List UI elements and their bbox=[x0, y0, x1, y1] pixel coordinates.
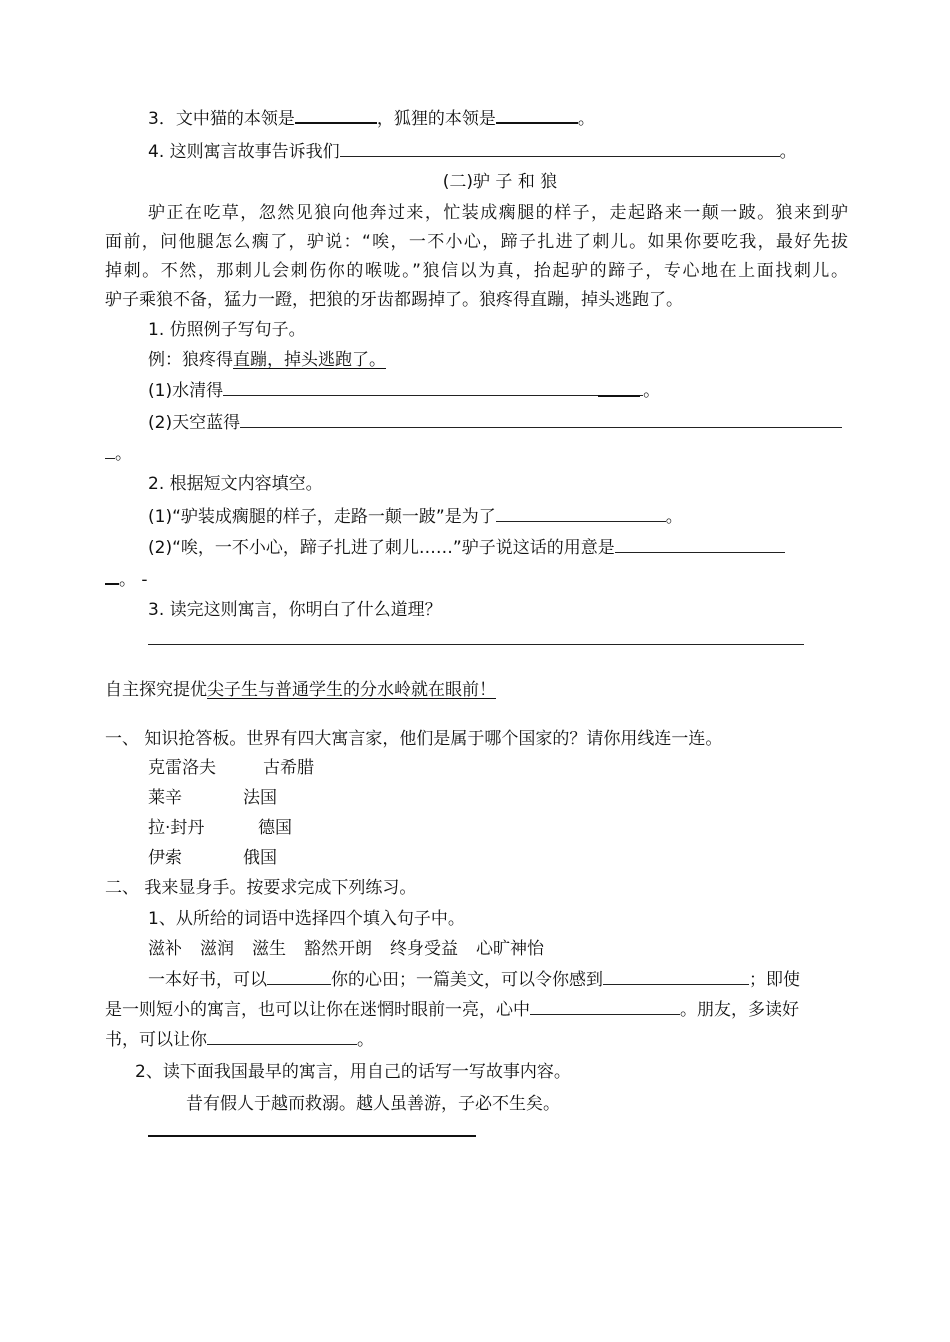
story-line: 驴正在吃草，忽然见狼向他奔过来，忙装成瘸腿的样子，走起路来一颠一跛。狼来到驴 bbox=[148, 203, 848, 223]
country-name[interactable]: 古希腊 bbox=[263, 758, 314, 778]
punctuation: 。 bbox=[665, 507, 683, 527]
ancient-fable-text: 昔有假人于越而救溺。越人虽善游，子必不生矣。 bbox=[186, 1094, 560, 1114]
imitate-item-2 bbox=[148, 410, 842, 435]
item-text: (2)“唉，一不小心，蹄子扎进了刺儿……”驴子说这话的用意是 bbox=[148, 538, 615, 558]
intro-underlined: 尖子生与普通学生的分水岭就在眼前！ bbox=[207, 680, 496, 700]
answer-blank[interactable] bbox=[267, 967, 331, 985]
country-name[interactable]: 俄国 bbox=[243, 848, 277, 868]
answer-blank[interactable] bbox=[340, 139, 780, 157]
word-bank bbox=[148, 937, 544, 961]
item-text: (1)“驴装成瘸腿的样子，走路一颠一跛”是为了 bbox=[148, 507, 496, 527]
sentence-text: ；即使 bbox=[749, 970, 800, 990]
fabulist-name[interactable]: 克雷洛夫 bbox=[148, 758, 216, 778]
question-text: 3．文中猫的本领是 bbox=[148, 109, 295, 129]
question-text: ，狐狸的本领是 bbox=[376, 109, 496, 129]
word-option: 豁然开朗 bbox=[304, 939, 372, 959]
answer-blank[interactable] bbox=[105, 441, 115, 459]
example-prefix: 例：狼疼得 bbox=[148, 350, 233, 370]
fill-sentence-line bbox=[105, 997, 799, 1022]
example-sentence bbox=[148, 348, 386, 372]
story-line: 掉刺。不然，那刺儿会刺伤你的喉咙。”狼信以为真，抬起驴的蹄子，专心地在上面找刺儿。 bbox=[105, 261, 848, 281]
question-fable-lesson bbox=[148, 139, 797, 164]
country-name[interactable]: 德国 bbox=[258, 818, 292, 838]
extension-intro bbox=[105, 678, 496, 702]
fabulist-name[interactable]: 拉·封丹 bbox=[148, 818, 205, 838]
answer-blank[interactable] bbox=[295, 105, 377, 124]
example-underlined: 直蹦，掉头逃跑了。 bbox=[233, 350, 386, 370]
word-option: 滋润 bbox=[200, 939, 234, 959]
fill-item-2-continued bbox=[105, 566, 148, 592]
word-option: 心旷神怡 bbox=[476, 939, 544, 959]
sentence-text: 你的心田；一篇美文，可以令你感到 bbox=[331, 970, 603, 990]
country-name[interactable]: 法国 bbox=[243, 788, 277, 808]
fabulist-name[interactable]: 莱辛 bbox=[148, 788, 182, 808]
sentence-text: 书，可以让你 bbox=[105, 1030, 207, 1050]
imitate-item-1 bbox=[148, 378, 660, 403]
punctuation: 。 bbox=[115, 444, 132, 464]
question-imitate-heading: 1. 仿照例子写句子。 bbox=[148, 320, 306, 340]
sub2-heading: 2、读下面我国最早的寓言，用自己的话写一写故事内容。 bbox=[135, 1062, 571, 1082]
answer-blank[interactable] bbox=[615, 535, 785, 553]
punctuation: 。 - bbox=[119, 570, 148, 590]
fill-sentence-line bbox=[105, 1027, 374, 1052]
item-text: (1)水清得 bbox=[148, 381, 224, 401]
answer-blank[interactable] bbox=[603, 967, 749, 985]
answer-line[interactable] bbox=[148, 1135, 476, 1137]
answer-blank[interactable] bbox=[207, 1027, 357, 1045]
question-cat-fox-skills bbox=[148, 105, 595, 131]
answer-blank[interactable] bbox=[530, 997, 680, 1015]
word-option: 终身受益 bbox=[390, 939, 458, 959]
punctuation: 。 bbox=[357, 1030, 374, 1050]
fill-item-2 bbox=[148, 535, 785, 560]
sentence-text: 是一则短小的寓言，也可以让你在迷惘时眼前一亮，心中 bbox=[105, 1000, 530, 1020]
question-fill-heading: 2. 根据短文内容填空。 bbox=[148, 474, 323, 494]
fill-sentence-line bbox=[148, 967, 800, 992]
answer-blank[interactable] bbox=[223, 378, 643, 396]
part2-heading: 二、 我来显身手。按要求完成下列练习。 bbox=[105, 878, 417, 898]
punctuation: 。 bbox=[779, 142, 797, 162]
fabulist-name[interactable]: 伊索 bbox=[148, 848, 182, 868]
answer-blank[interactable] bbox=[496, 105, 578, 124]
punctuation: 。 bbox=[643, 381, 661, 401]
sub1-heading: 1、从所给的词语中选择四个填入句子中。 bbox=[148, 909, 465, 929]
story-line: 驴子乘狼不备，猛力一蹬，把狼的牙齿都踢掉了。狼疼得直蹦，掉头逃跑了。 bbox=[105, 290, 683, 310]
punctuation: 。 bbox=[577, 109, 595, 129]
item-text: (2)天空蓝得 bbox=[148, 413, 241, 433]
answer-blank[interactable] bbox=[496, 504, 666, 522]
answer-blank[interactable] bbox=[105, 566, 119, 585]
sentence-text: 。朋友，多读好 bbox=[680, 1000, 799, 1020]
question-moral-heading: 3. 读完这则寓言，你明白了什么道理？ bbox=[148, 600, 442, 620]
fill-item-1 bbox=[148, 504, 683, 529]
story-line: 面前，问他腿怎么瘸了，驴说：“唉，一不小心，蹄子扎进了刺儿。如果你要吃我，最好先拔 bbox=[105, 232, 848, 252]
imitate-item-2-continued bbox=[105, 441, 132, 466]
word-option: 滋补 bbox=[148, 939, 182, 959]
story-title: (二)驴 子 和 狼 bbox=[442, 172, 558, 192]
word-option: 滋生 bbox=[252, 939, 286, 959]
intro-prefix: 自主探究提优 bbox=[105, 680, 207, 700]
part1-heading: 一、 知识抢答板。世界有四大寓言家，他们是属于哪个国家的？请你用线连一连。 bbox=[105, 729, 723, 749]
question-text: 4. 这则寓言故事告诉我们 bbox=[148, 142, 340, 162]
answer-blank[interactable] bbox=[240, 410, 842, 428]
answer-line[interactable] bbox=[148, 644, 804, 645]
sentence-text: 一本好书，可以 bbox=[148, 970, 267, 990]
